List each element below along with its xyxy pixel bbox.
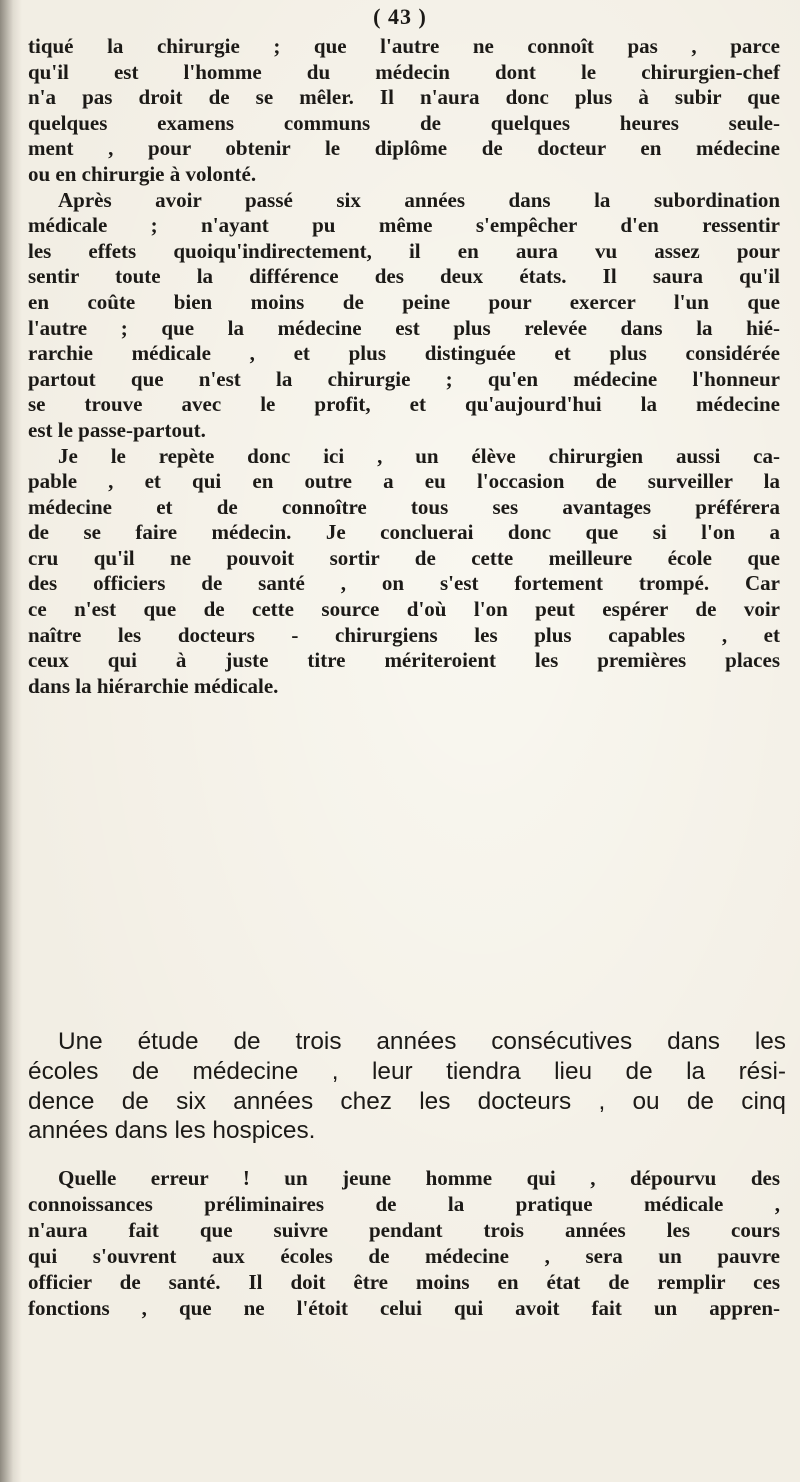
text-line: n'a pas droit de se mêler. Il n'aura donc plus à subir que bbox=[28, 85, 780, 110]
text-line: dans la hiérarchie médicale. bbox=[28, 673, 279, 698]
text-line: est le passe-partout. bbox=[28, 417, 206, 442]
text-line: qu'il est l'homme du médecin dont le chirurgien-chef bbox=[28, 59, 780, 84]
text-line: Quelle erreur ! un jeune homme qui , dépourvu des bbox=[58, 1166, 780, 1190]
text-line: connoissances préliminaires de la pratique médicale , bbox=[28, 1192, 780, 1216]
text-line: ment , pour obtenir le diplôme de docteur en médecine bbox=[28, 136, 780, 161]
text-line: partout que n'est la chirurgie ; qu'en médecine l'honneur bbox=[28, 366, 780, 391]
text-line: Après avoir passé six années dans la subordination bbox=[58, 187, 780, 212]
quote-line: Une étude de trois années consécutives dans les bbox=[58, 1028, 786, 1055]
text-line: qui s'ouvrent aux écoles de médecine , sera un pauvre bbox=[28, 1244, 780, 1268]
text-line: pable , et qui en outre a eu l'occasion de surveiller la bbox=[28, 469, 780, 494]
binding-shadow bbox=[0, 0, 22, 1482]
text-line: sentir toute la différence des deux états. Il saura qu'il bbox=[28, 264, 780, 289]
text-line: en coûte bien moins de peine pour exercer l'un que bbox=[28, 289, 780, 314]
text-line: quelques examens communs de quelques heures seule- bbox=[28, 110, 780, 135]
text-line: fonctions , que ne l'étoit celui qui avoit fait un appren- bbox=[28, 1296, 780, 1320]
text-line: médicale ; n'ayant pu même s'empêcher d'en ressentir bbox=[28, 213, 780, 238]
text-line: Je le repète donc ici , un élève chirurgien aussi ca- bbox=[58, 443, 780, 468]
text-line: ou en chirurgie à volonté. bbox=[28, 161, 257, 186]
page-number: ( 43 ) bbox=[373, 4, 427, 29]
paragraph-2 bbox=[28, 188, 780, 444]
text-line: l'autre ; que la médecine est plus relevée dans la hié- bbox=[28, 315, 780, 340]
text-line: ceux qui à juste titre mériteroient les premières places bbox=[28, 648, 780, 673]
paragraph-3 bbox=[28, 444, 780, 700]
quote-line: écoles de médecine , leur tiendra lieu de la rési- bbox=[28, 1057, 786, 1085]
text-line: ce n'est que de cette source d'où l'on peut espérer de voir bbox=[28, 597, 780, 622]
text-line: les effets quoiqu'indirectement, il en aura vu assez pour bbox=[28, 238, 780, 263]
paragraph-4 bbox=[28, 1165, 780, 1321]
quoted-rule bbox=[28, 1027, 786, 1146]
quote-line: dence de six années chez les docteurs , ou de cinq bbox=[28, 1087, 786, 1115]
text-line: médecine et de connoître tous ses avantages préférera bbox=[28, 494, 780, 519]
quote-line: années dans les hospices. bbox=[28, 1117, 316, 1145]
text-line: cru qu'il ne pouvoit sortir de cette meilleure école que bbox=[28, 545, 780, 570]
text-line: des officiers de santé , on s'est fortement trompé. Car bbox=[28, 571, 780, 596]
text-line: n'aura fait que suivre pendant trois années les cours bbox=[28, 1218, 780, 1242]
text-line: rarchie médicale , et plus distinguée et plus considérée bbox=[28, 341, 780, 366]
body-text bbox=[28, 34, 780, 699]
text-line: officier de santé. Il doit être moins en état de remplir ces bbox=[28, 1270, 780, 1294]
text-line: se trouve avec le profit, et qu'aujourd'hui la médecine bbox=[28, 392, 780, 417]
text-line: de se faire médecin. Je concluerai donc que si l'on a bbox=[28, 520, 780, 545]
text-line: tiqué la chirurgie ; que l'autre ne connoît pas , parce bbox=[28, 34, 780, 58]
text-line: naître les docteurs - chirurgiens les plus capables , et bbox=[28, 622, 780, 647]
paragraph-1 bbox=[28, 34, 780, 188]
